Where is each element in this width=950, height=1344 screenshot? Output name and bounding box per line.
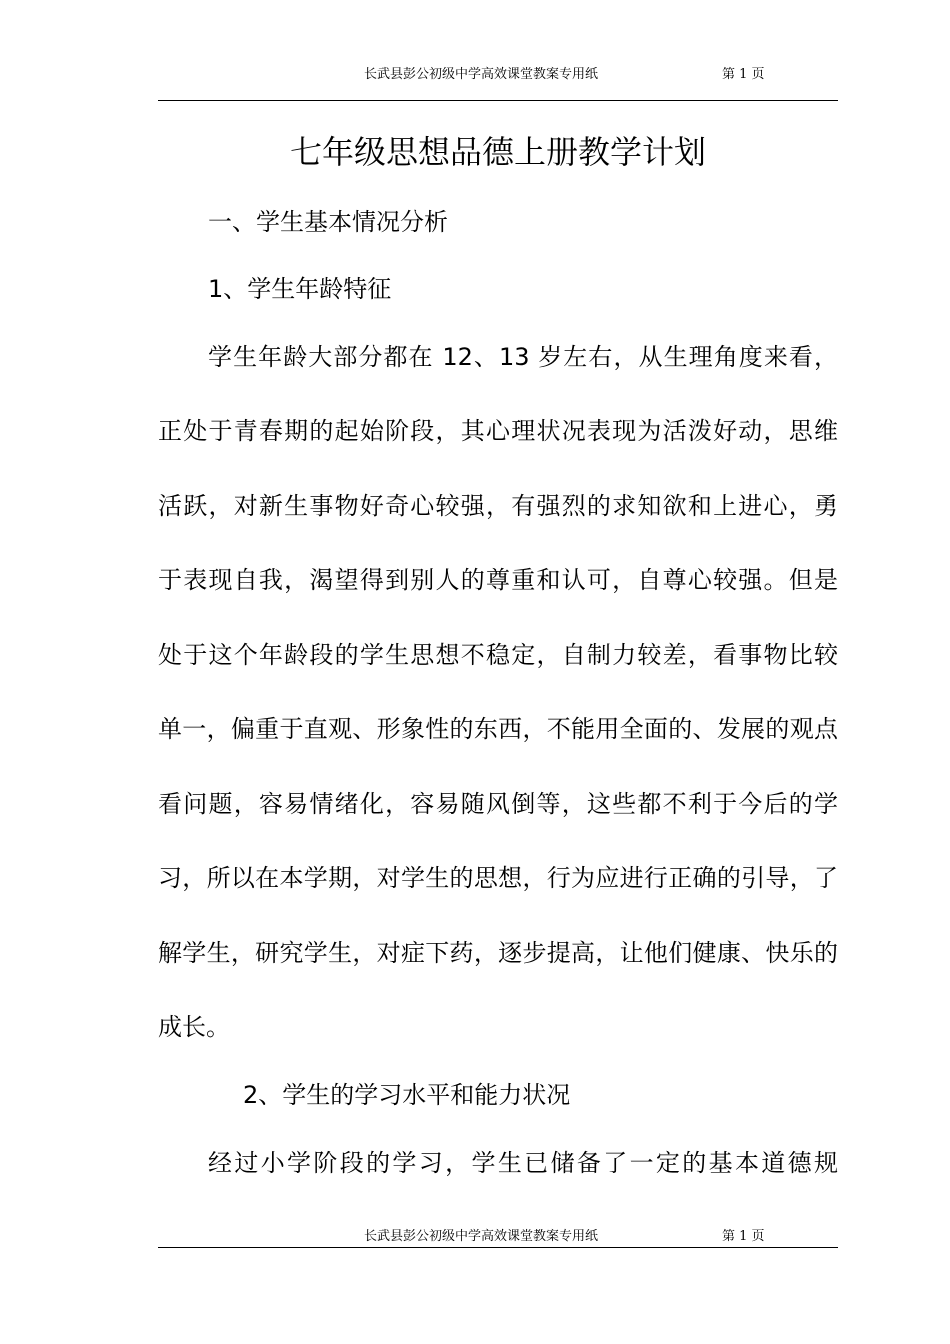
section-heading: 一、学生基本情况分析 <box>208 208 448 236</box>
footer-rule <box>158 1247 838 1248</box>
paragraph-line: 成长。 <box>158 1013 230 1041</box>
footer-page-number: 第 1 页 <box>722 1229 765 1244</box>
paragraph-line: 看问题，容易情绪化，容易随风倒等，这些都不利于今后的学 <box>158 790 838 818</box>
page-title: 七年级思想品德上册教学计划 <box>289 133 706 171</box>
header-school-name: 长武县彭公初级中学高效课堂教案专用纸 <box>364 67 599 82</box>
paragraph-line: 学生年龄大部分都在 12、13 岁左右，从生理角度来看， <box>208 343 838 371</box>
paragraph-line: 于表现自我，渴望得到别人的尊重和认可，自尊心较强。但是 <box>158 566 838 594</box>
paragraph-line: 活跃，对新生事物好奇心较强，有强烈的求知欲和上进心，勇 <box>158 492 838 520</box>
paragraph-line: 处于这个年龄段的学生思想不稳定，自制力较差，看事物比较 <box>158 641 838 669</box>
subheading-learning-ability: 2、学生的学习水平和能力状况 <box>243 1081 571 1109</box>
paragraph-line: 单一，偏重于直观、形象性的东西，不能用全面的、发展的观点 <box>158 715 838 743</box>
paragraph-line: 正处于青春期的起始阶段，其心理状况表现为活泼好动，思维 <box>158 417 838 445</box>
paragraph-line: 经过小学阶段的学习，学生已储备了一定的基本道德规 <box>208 1149 838 1177</box>
paragraph-line: 解学生，研究学生，对症下药，逐步提高，让他们健康、快乐的 <box>158 939 838 967</box>
header-rule <box>158 100 838 101</box>
paragraph-line: 习，所以在本学期，对学生的思想，行为应进行正确的引导，了 <box>158 864 838 892</box>
subheading-age-characteristics: 1、学生年龄特征 <box>208 275 392 303</box>
header-page-number: 第 1 页 <box>722 67 765 82</box>
footer-school-name: 长武县彭公初级中学高效课堂教案专用纸 <box>364 1229 599 1244</box>
